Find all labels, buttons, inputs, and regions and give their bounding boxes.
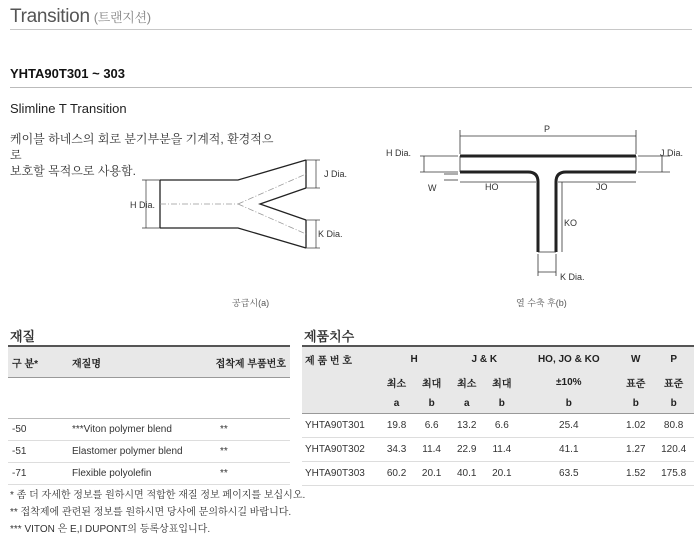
dim-jk-min: 40.1 <box>449 462 484 486</box>
figure-as-supplied <box>120 150 360 260</box>
dim-subheader: 최소 <box>379 371 414 393</box>
materials-table <box>8 345 290 485</box>
footnote: * 좀 더 자세한 정보를 원하시면 적합한 재질 정보 페이지를 보십시오. <box>10 490 306 501</box>
figure-b-h-label: H Dia. <box>386 148 412 158</box>
figure-a-j-label: J Dia. <box>324 169 348 179</box>
dimensions-header-row <box>302 346 694 371</box>
table-row <box>8 419 290 441</box>
dimensions-table <box>302 345 694 486</box>
material-name: Elastomer polymer blend <box>68 441 202 463</box>
model-range: YHTA90T301 ~ 303 <box>10 66 126 81</box>
dim-header-jk: J & K <box>449 346 519 371</box>
dim-subheader: 최소 <box>449 371 484 393</box>
material-name: Flexible polyolefin <box>68 463 202 485</box>
model-divider <box>10 87 692 88</box>
dim-w: 1.27 <box>618 438 653 462</box>
materials-header-code: 구 분* <box>8 346 68 378</box>
dim-subheader: 최대 <box>484 371 519 393</box>
dim-subheader-blank <box>302 371 379 393</box>
table-row <box>302 438 694 462</box>
dim-jk-max: 6.6 <box>484 414 519 438</box>
dim-w: 1.52 <box>618 462 653 486</box>
dim-condition: b <box>618 393 653 414</box>
material-code: -51 <box>8 441 68 463</box>
footnote: ** 접착제에 관련된 정보를 원하시면 당사에 문의하시길 바랍니다. <box>10 507 292 518</box>
dim-subheader: ±10% <box>519 371 618 393</box>
dim-part: YHTA90T301 <box>302 414 379 438</box>
dim-condition: b <box>414 393 449 414</box>
title-divider <box>10 29 692 30</box>
footnote: *** VITON 은 E,I DUPONT의 등록상표입니다. <box>10 524 211 535</box>
dim-condition: b <box>653 393 694 414</box>
dim-h-max: 6.6 <box>414 414 449 438</box>
table-row <box>302 414 694 438</box>
dim-header-h: H <box>379 346 449 371</box>
figure-b-caption: 열 수축 후(b) <box>516 298 567 308</box>
dim-condition-blank <box>302 393 379 414</box>
dim-jk-min: 22.9 <box>449 438 484 462</box>
dim-hojoko: 63.5 <box>519 462 618 486</box>
dim-subheader: 표준 <box>618 371 653 393</box>
materials-header-name: 재질명 <box>68 346 202 378</box>
dim-jk-max: 20.1 <box>484 462 519 486</box>
dimensions-section-title: 제품치수 <box>304 329 355 344</box>
dim-part: YHTA90T303 <box>302 462 379 486</box>
dim-hojoko: 41.1 <box>519 438 618 462</box>
dim-jk-max: 11.4 <box>484 438 519 462</box>
dim-part: YHTA90T302 <box>302 438 379 462</box>
figure-b-ko-label: KO <box>564 218 578 228</box>
material-adhesive: ** <box>202 463 290 485</box>
dimensions-subheader-row <box>302 371 694 393</box>
dim-header-part: 제 품 번 호 <box>302 346 379 371</box>
page-title <box>10 6 151 28</box>
material-adhesive: ** <box>202 419 290 441</box>
materials-header-adhesive: 접착제 부품번호 <box>202 346 290 378</box>
description-line: 케이블 하네스의 회로 분기부분을 기계적, 환경적으로 <box>10 132 274 162</box>
dim-p: 120.4 <box>653 438 694 462</box>
figure-after-shrink <box>380 120 700 290</box>
materials-header-row <box>8 346 290 378</box>
page-title-ko: (트랜지션) <box>93 10 151 25</box>
figure-b-k-label: K Dia. <box>560 272 585 282</box>
materials-spacer-row <box>8 378 290 419</box>
dim-header-p: P <box>653 346 694 371</box>
material-adhesive: ** <box>202 441 290 463</box>
dim-subheader: 표준 <box>653 371 694 393</box>
figure-b-ho-label: HO <box>485 182 499 192</box>
figure-a-k-label: K Dia. <box>318 229 343 239</box>
dim-p: 175.8 <box>653 462 694 486</box>
material-code: -50 <box>8 419 68 441</box>
dim-h-max: 11.4 <box>414 438 449 462</box>
dim-condition: b <box>519 393 618 414</box>
material-name: ***Viton polymer blend <box>68 419 202 441</box>
table-row <box>8 441 290 463</box>
table-row <box>8 463 290 485</box>
dim-header-w: W <box>618 346 653 371</box>
table-row <box>302 462 694 486</box>
dim-p: 80.8 <box>653 414 694 438</box>
dim-jk-min: 13.2 <box>449 414 484 438</box>
figure-b-jo-label: JO <box>596 182 608 192</box>
dim-h-min: 60.2 <box>379 462 414 486</box>
dim-header-hojoko: HO, JO & KO <box>519 346 618 371</box>
materials-section-title: 재질 <box>10 329 36 344</box>
figure-b-j-label: J Dia. <box>660 148 684 158</box>
description-line: 보호할 목적으로 사용함. <box>10 164 136 178</box>
dimensions-condition-row <box>302 393 694 414</box>
footnotes <box>10 487 305 538</box>
dim-subheader: 최대 <box>414 371 449 393</box>
dim-hojoko: 25.4 <box>519 414 618 438</box>
dim-condition: a <box>449 393 484 414</box>
material-code: -71 <box>8 463 68 485</box>
figure-b-p-label: P <box>544 124 551 134</box>
figure-b-w-label: W <box>428 183 437 193</box>
page-title-en: Transition <box>10 6 90 27</box>
dim-h-min: 19.8 <box>379 414 414 438</box>
figure-a-caption: 공급시(a) <box>232 298 270 308</box>
dim-w: 1.02 <box>618 414 653 438</box>
dim-h-min: 34.3 <box>379 438 414 462</box>
dim-condition: b <box>484 393 519 414</box>
dim-h-max: 20.1 <box>414 462 449 486</box>
product-subtitle: Slimline T Transition <box>10 101 127 116</box>
dim-condition: a <box>379 393 414 414</box>
figure-a-h-label: H Dia. <box>130 200 156 210</box>
